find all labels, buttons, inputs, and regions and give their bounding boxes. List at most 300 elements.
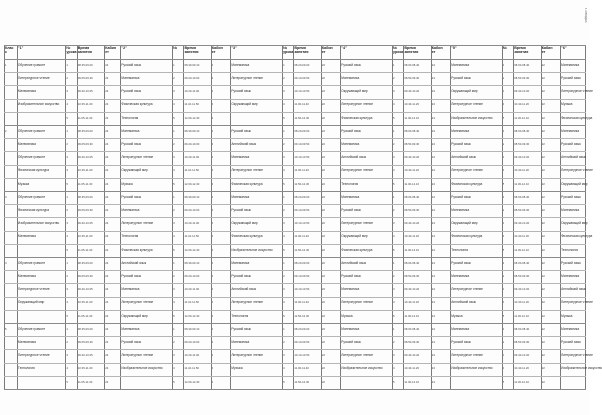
table-cell: Русский язык xyxy=(561,340,581,344)
table-cell: 11.30-12.10 xyxy=(514,379,529,384)
table-cell: Английский язык xyxy=(231,287,257,292)
row-divider xyxy=(4,99,586,100)
table-cell: 22 xyxy=(541,142,545,146)
table-cell: Музыка xyxy=(561,102,573,107)
table-cell: Литературное чтение xyxy=(451,287,483,292)
table-cell: 3 xyxy=(283,222,285,226)
table-cell: 3 xyxy=(283,156,285,160)
table-cell: 24 xyxy=(105,89,109,94)
table-cell: Окружающий мир xyxy=(17,300,45,305)
table-cell: Литературное чтение xyxy=(121,221,154,226)
column-header: Кабин ет xyxy=(541,46,553,54)
table-cell: 5 xyxy=(393,248,395,252)
table-cell: 08.50-09.30 xyxy=(404,340,420,344)
table-cell: 08.50-09.30 xyxy=(404,274,420,278)
table-cell: Физическая культура xyxy=(121,247,153,252)
table-cell: 2 xyxy=(502,143,505,146)
table-cell: 5 xyxy=(393,314,395,318)
table-cell: Русский язык xyxy=(561,260,581,265)
table-cell: 24 xyxy=(431,340,435,344)
table-cell: 11.00-11.40 xyxy=(294,300,309,305)
table-cell: 1 xyxy=(393,327,395,331)
table-cell: 24 xyxy=(105,274,109,278)
table-cell: 09.05-09.30 xyxy=(77,208,93,212)
table-cell: 10.35-11.00 xyxy=(77,234,93,239)
table-cell: 4 xyxy=(211,341,214,344)
table-cell: 09.10-09.50 xyxy=(294,208,310,212)
table-cell: Окружающий мир xyxy=(231,221,258,226)
table-cell: 3 xyxy=(173,288,175,292)
table-cell: 22 xyxy=(541,181,545,186)
column-header: "2" xyxy=(121,46,127,50)
table-cell: 10.40-11.20 xyxy=(514,366,529,371)
block-divider xyxy=(4,389,586,390)
row-divider xyxy=(4,336,586,337)
table-cell: 4 xyxy=(66,301,68,305)
table-cell: 24 xyxy=(105,181,109,186)
row-divider xyxy=(4,165,586,166)
table-cell: Английский язык xyxy=(561,287,586,292)
table-cell: 2 xyxy=(393,143,395,146)
table-cell: 08.00-08.40 xyxy=(514,260,530,265)
row-divider xyxy=(4,112,586,113)
table-cell: 22 xyxy=(321,300,325,305)
table-cell: 11.30-12.10 xyxy=(404,313,420,318)
table-cell: 3 xyxy=(173,354,175,358)
table-cell: 2 xyxy=(393,209,395,212)
table-cell: Физическая культура xyxy=(231,234,263,239)
table-cell: 22 xyxy=(541,353,545,358)
table-cell: Математика xyxy=(121,76,140,80)
table-cell: 22 xyxy=(321,208,325,212)
table-cell: 2 xyxy=(66,341,68,344)
row-divider xyxy=(4,204,586,205)
table-cell: 5 xyxy=(173,248,175,252)
table-cell: Математика xyxy=(451,62,470,67)
table-cell: 10.40-11.20 xyxy=(404,102,420,107)
table-cell: 1 xyxy=(173,261,175,265)
table-cell: 08.00-08.40 xyxy=(514,326,530,331)
table-cell: 22 xyxy=(321,366,325,371)
table-cell: 24 xyxy=(431,353,435,358)
table-cell: 08.30-09.10 xyxy=(184,326,200,331)
table-cell: Физическая культура xyxy=(231,181,263,186)
table-cell: 5 xyxy=(393,116,395,120)
table-cell: 22 xyxy=(541,300,545,305)
table-cell: Окружающий мир xyxy=(341,234,368,239)
table-cell: Математика xyxy=(341,76,360,80)
table-cell: 4 xyxy=(393,235,395,239)
table-cell: Русский язык xyxy=(341,340,361,344)
table-cell: 24 xyxy=(105,340,109,344)
table-cell: 08.20-09.00 xyxy=(294,326,310,331)
table-cell: 11.50-12.30 xyxy=(294,379,310,384)
table-cell: Окружающий мир xyxy=(451,89,478,94)
table-cell: Математика xyxy=(121,208,140,212)
table-cell: 22 xyxy=(321,76,325,80)
table-cell: 11.30-12.10 xyxy=(404,379,420,384)
table-cell: 5 xyxy=(393,182,395,186)
table-cell: Технология xyxy=(451,247,469,252)
table-cell: 3 xyxy=(393,354,395,358)
row-divider xyxy=(4,376,586,377)
table-cell: 5 xyxy=(66,182,68,186)
table-cell: Технология xyxy=(341,181,359,186)
table-cell: 4 xyxy=(173,301,175,305)
table-cell: 22 xyxy=(541,313,545,318)
table-cell: 22 xyxy=(321,128,325,133)
table-cell: 2 xyxy=(66,143,68,146)
table-cell: 11.05-11.30 xyxy=(77,313,93,318)
table-cell: 4 xyxy=(211,248,214,252)
table-cell: 5 xyxy=(66,314,68,318)
table-cell: Физическая культура xyxy=(17,168,50,173)
table-cell: 10.40-11.20 xyxy=(514,300,529,305)
table-cell: 1 xyxy=(502,63,505,67)
table-cell: 10.10-10.50 xyxy=(294,353,310,358)
table-cell: Английский язык xyxy=(451,155,476,160)
table-cell: 11.05-11.30 xyxy=(77,115,93,120)
table-cell: 3 xyxy=(502,354,505,358)
table-cell: 4 xyxy=(211,288,214,292)
table-cell: 24 xyxy=(105,142,109,146)
column-header: Кабин ет xyxy=(321,46,333,54)
table-cell: 3 xyxy=(393,222,395,226)
table-cell: Обучение грамоте xyxy=(17,326,46,331)
table-cell: 3 xyxy=(283,288,285,292)
table-cell: Математика xyxy=(231,260,250,265)
row-divider xyxy=(4,363,586,364)
table-cell: 4 xyxy=(393,367,395,371)
table-cell: Литературное чтение xyxy=(17,287,50,292)
table-cell: 11.00-11.40 xyxy=(294,234,309,239)
table-cell: 11.00-11.40 xyxy=(294,168,309,173)
row-divider xyxy=(4,270,586,271)
table-cell: Литературное чтение xyxy=(561,168,593,173)
table-cell: 22 xyxy=(321,260,325,265)
table-cell: 08.00-08.40 xyxy=(404,62,420,67)
table-cell: Русский язык xyxy=(451,260,471,265)
table-cell: 1 xyxy=(502,261,505,265)
table-cell: 22 xyxy=(321,353,325,358)
table-cell: 1 xyxy=(283,195,285,199)
table-cell: 08.50-09.30 xyxy=(514,76,530,80)
table-cell: Математика xyxy=(561,274,580,278)
column-header: Кабин ет xyxy=(211,46,223,54)
table-cell: 5 xyxy=(283,248,285,252)
table-cell: 08.00-08.40 xyxy=(404,326,420,331)
table-cell: 2 xyxy=(502,275,505,278)
column-header: Время занятия xyxy=(184,46,199,54)
table-cell: 22 xyxy=(321,142,325,146)
table-cell: 24 xyxy=(105,194,109,199)
table-cell: 4 xyxy=(502,103,505,107)
table-cell: Математика xyxy=(451,326,470,331)
column-header: № урока xyxy=(393,46,404,54)
table-cell: 24 xyxy=(105,168,109,173)
table-cell: 11.30-12.10 xyxy=(514,115,529,120)
table-cell: 12.00-12.40 xyxy=(184,181,200,186)
table-cell: 22 xyxy=(541,168,545,173)
table-cell: 24 xyxy=(105,221,109,226)
table-cell: 24 xyxy=(105,300,109,305)
table-cell: 09.40-10.20 xyxy=(514,353,530,358)
table-cell: 12.00-12.40 xyxy=(184,313,200,318)
table-cell: 4 xyxy=(283,235,285,239)
table-cell: Математика xyxy=(341,142,360,146)
table-cell: 09.40-10.05 xyxy=(77,89,93,94)
table-cell: 24 xyxy=(431,168,435,173)
table-cell: 4 xyxy=(283,169,285,173)
table-cell: Русский язык xyxy=(451,76,471,80)
table-cell: 09.40-10.05 xyxy=(77,353,93,358)
table-cell: 08.35-09.00 xyxy=(77,194,93,199)
column-header: № урока xyxy=(66,46,77,54)
table-cell: 4 xyxy=(211,354,214,358)
table-cell: 2 xyxy=(393,77,395,80)
table-cell: 4 xyxy=(502,301,505,305)
table-cell: 09.20-10.00 xyxy=(184,208,200,212)
table-cell: 24 xyxy=(431,274,435,278)
table-cell: 5 xyxy=(502,116,505,120)
table-cell: Музыка xyxy=(121,181,133,186)
table-cell: Математика xyxy=(17,89,36,94)
block-divider xyxy=(4,257,586,258)
table-cell: 3 xyxy=(502,288,505,292)
table-cell: 24 xyxy=(105,353,109,358)
table-cell: 09.40-10.20 xyxy=(404,221,420,226)
table-cell: 24 xyxy=(431,208,435,212)
table-cell: 22 xyxy=(541,76,545,80)
table-cell: 11.50-12.30 xyxy=(294,115,310,120)
table-cell: Окружающий мир xyxy=(561,221,588,226)
column-header: Время занятия xyxy=(514,46,529,54)
table-cell: 4 xyxy=(211,314,214,318)
table-cell: 24 xyxy=(431,247,435,252)
table-cell: 2 xyxy=(502,77,505,80)
row-divider xyxy=(4,59,586,60)
table-cell: 22 xyxy=(321,326,325,331)
table-cell: 5 xyxy=(66,380,68,384)
table-cell: 1 xyxy=(502,129,505,133)
table-cell: 2 xyxy=(66,275,68,278)
row-divider xyxy=(4,138,586,139)
table-cell: 24 xyxy=(431,142,435,146)
table-cell: Английский язык xyxy=(451,300,476,305)
table-cell: 22 xyxy=(321,379,325,384)
table-cell: Музыка xyxy=(451,313,463,318)
table-cell: 10.35-11.00 xyxy=(77,300,93,305)
table-cell: 08.30-09.10 xyxy=(184,194,200,199)
table-cell: 2 xyxy=(502,209,505,212)
table-cell: 5 xyxy=(173,380,175,384)
table-cell: Изобразительное искусство xyxy=(231,247,273,252)
table-cell: 22 xyxy=(321,89,325,94)
table-cell: 09.40-10.20 xyxy=(404,155,420,160)
table-cell: 4 xyxy=(393,103,395,107)
table-cell: 08.30-09.10 xyxy=(184,128,200,133)
table-cell: 5 xyxy=(283,314,285,318)
table-cell: 08.20-09.00 xyxy=(294,260,310,265)
table-cell: 4 xyxy=(211,380,214,384)
table-cell: 5 xyxy=(502,248,505,252)
table-cell: 5 xyxy=(502,314,505,318)
table-cell: 24 xyxy=(431,181,435,186)
table-cell: 4 xyxy=(283,367,285,371)
table-cell: 11.10-11.50 xyxy=(184,168,199,173)
table-cell: Математика xyxy=(561,128,580,133)
table-cell: Русский язык xyxy=(121,340,141,344)
table-cell: 09.40-10.20 xyxy=(514,287,530,292)
table-cell: 08.20-09.00 xyxy=(294,62,310,67)
column-header: Кабин ет xyxy=(105,46,117,54)
table-cell: 11.30-12.10 xyxy=(514,247,529,252)
table-cell: Изобразительное искусство xyxy=(17,221,60,226)
table-cell: 1 xyxy=(393,261,395,265)
table-cell: 4 xyxy=(393,169,395,173)
table-cell: 11.10-11.50 xyxy=(184,300,199,305)
table-cell: 24 xyxy=(105,76,109,80)
table-cell: 09.40-10.20 xyxy=(514,155,530,160)
table-cell: 2 xyxy=(66,209,68,212)
table-cell: 22 xyxy=(541,221,545,226)
table-cell: Изобразительное искусство xyxy=(451,366,493,371)
table-cell: 22 xyxy=(321,274,325,278)
table-cell: 10.35-11.00 xyxy=(77,168,93,173)
table-cell: 10.20-11.00 xyxy=(184,353,200,358)
row-divider xyxy=(4,310,586,311)
table-cell: Физическая культура xyxy=(121,102,153,107)
table-cell: 22 xyxy=(321,340,325,344)
table-cell: Литературное чтение xyxy=(561,89,593,94)
table-cell: Литературное чтение xyxy=(561,300,593,305)
table-cell: 4 xyxy=(283,103,285,107)
row-divider xyxy=(4,85,586,86)
table-cell: Математика xyxy=(17,274,36,278)
table-cell: 09.40-10.20 xyxy=(404,353,420,358)
table-cell: 08.00-08.40 xyxy=(404,128,420,133)
table-cell: Математика xyxy=(341,326,360,331)
table-cell: Физическая культура xyxy=(561,115,593,120)
table-cell: Русский язык xyxy=(341,208,361,212)
table-cell: Русский язык xyxy=(231,208,251,212)
table-cell: 24 xyxy=(105,234,109,239)
table-cell: 4 xyxy=(211,327,214,331)
class-number: 3 xyxy=(5,195,7,199)
table-cell: Литературное чтение xyxy=(341,168,373,173)
table-cell: 08.50-09.30 xyxy=(514,340,530,344)
table-cell: 09.05-09.30 xyxy=(77,340,93,344)
table-cell: Физическая культура xyxy=(17,208,50,212)
class-number: 4 xyxy=(5,261,7,265)
table-cell: Русский язык xyxy=(231,326,251,331)
table-cell: 4 xyxy=(211,301,214,305)
table-cell: 3 xyxy=(66,156,68,160)
table-cell: 2 xyxy=(173,143,175,146)
table-cell: 4 xyxy=(393,301,395,305)
table-cell: Литературное чтение xyxy=(121,155,154,160)
table-cell: 24 xyxy=(431,326,435,331)
table-cell: 09.40-10.05 xyxy=(77,221,93,226)
table-cell: 24 xyxy=(105,208,109,212)
table-cell: 22 xyxy=(541,366,545,371)
table-cell: 09.40-10.05 xyxy=(77,155,93,160)
column-header: Время занятия xyxy=(404,46,419,54)
table-cell: 09.20-10.00 xyxy=(184,76,200,80)
table-cell: 10.40-11.20 xyxy=(514,234,529,239)
table-cell: 08.30-09.10 xyxy=(184,260,200,265)
table-cell: 08.00-08.40 xyxy=(514,62,530,67)
table-cell: 09.40-10.20 xyxy=(514,221,530,226)
table-cell: Русский язык xyxy=(341,62,361,67)
column-header: "3" xyxy=(231,46,237,50)
table-cell: Изобразительное искусство xyxy=(561,366,602,371)
table-cell: Русский язык xyxy=(561,194,581,199)
table-cell: 10.20-11.00 xyxy=(184,287,200,292)
table-cell: Литературное чтение xyxy=(231,168,264,173)
table-cell: Математика xyxy=(231,62,250,67)
table-cell: 5 xyxy=(502,380,505,384)
table-cell: Физическая культура xyxy=(451,181,483,186)
column-header: № урока xyxy=(283,46,294,54)
row-divider xyxy=(4,244,586,245)
table-cell: 1 xyxy=(393,195,395,199)
table-cell: 2 xyxy=(173,209,175,212)
table-cell: 4 xyxy=(211,235,214,239)
table-cell: 5 xyxy=(393,380,395,384)
table-cell: 22 xyxy=(321,247,325,252)
table-cell: Математика xyxy=(451,208,470,212)
table-cell: 3 xyxy=(283,90,285,94)
table-cell: 09.05-09.30 xyxy=(77,76,93,80)
table-cell: 11.10-11.50 xyxy=(184,366,199,371)
table-cell: 4 xyxy=(211,275,214,278)
table-cell: 4 xyxy=(211,195,214,199)
table-cell: 2 xyxy=(283,275,285,278)
table-cell: 22 xyxy=(321,62,325,67)
table-cell: 24 xyxy=(105,115,109,120)
table-cell: 11.30-12.10 xyxy=(514,313,529,318)
table-cell: Математика xyxy=(561,326,580,331)
table-cell: Математика xyxy=(17,340,36,344)
table-cell: 11.05-11.30 xyxy=(77,247,93,252)
table-cell: Физическая культура xyxy=(451,234,483,239)
table-cell: 10.40-11.20 xyxy=(514,102,529,107)
table-cell: Окружающий мир xyxy=(231,102,258,107)
table-cell: Обучение грамоте xyxy=(17,194,46,199)
table-cell: Литературное чтение xyxy=(17,353,50,358)
table-cell: Математика xyxy=(121,326,140,331)
table-cell: 08.50-09.30 xyxy=(404,142,420,146)
table-cell: Математика xyxy=(121,287,140,292)
table-cell: 3 xyxy=(173,222,175,226)
table-cell: 08.00-08.40 xyxy=(514,128,530,133)
table-cell: Литературное чтение xyxy=(17,76,50,80)
table-cell: Музыка xyxy=(231,366,243,371)
table-cell: 24 xyxy=(431,128,435,133)
table-cell: 1 xyxy=(502,327,505,331)
table-cell: 10.20-11.00 xyxy=(184,89,200,94)
table-cell: 22 xyxy=(541,155,545,160)
table-cell: Музыка xyxy=(341,313,353,318)
row-divider xyxy=(4,72,586,73)
table-cell: 22 xyxy=(321,234,325,239)
table-cell: Математика xyxy=(121,128,140,133)
column-header: "6" xyxy=(561,46,567,50)
table-cell: 11.00-11.40 xyxy=(294,102,309,107)
table-cell: 22 xyxy=(541,379,545,384)
table-cell: 22 xyxy=(541,194,545,199)
